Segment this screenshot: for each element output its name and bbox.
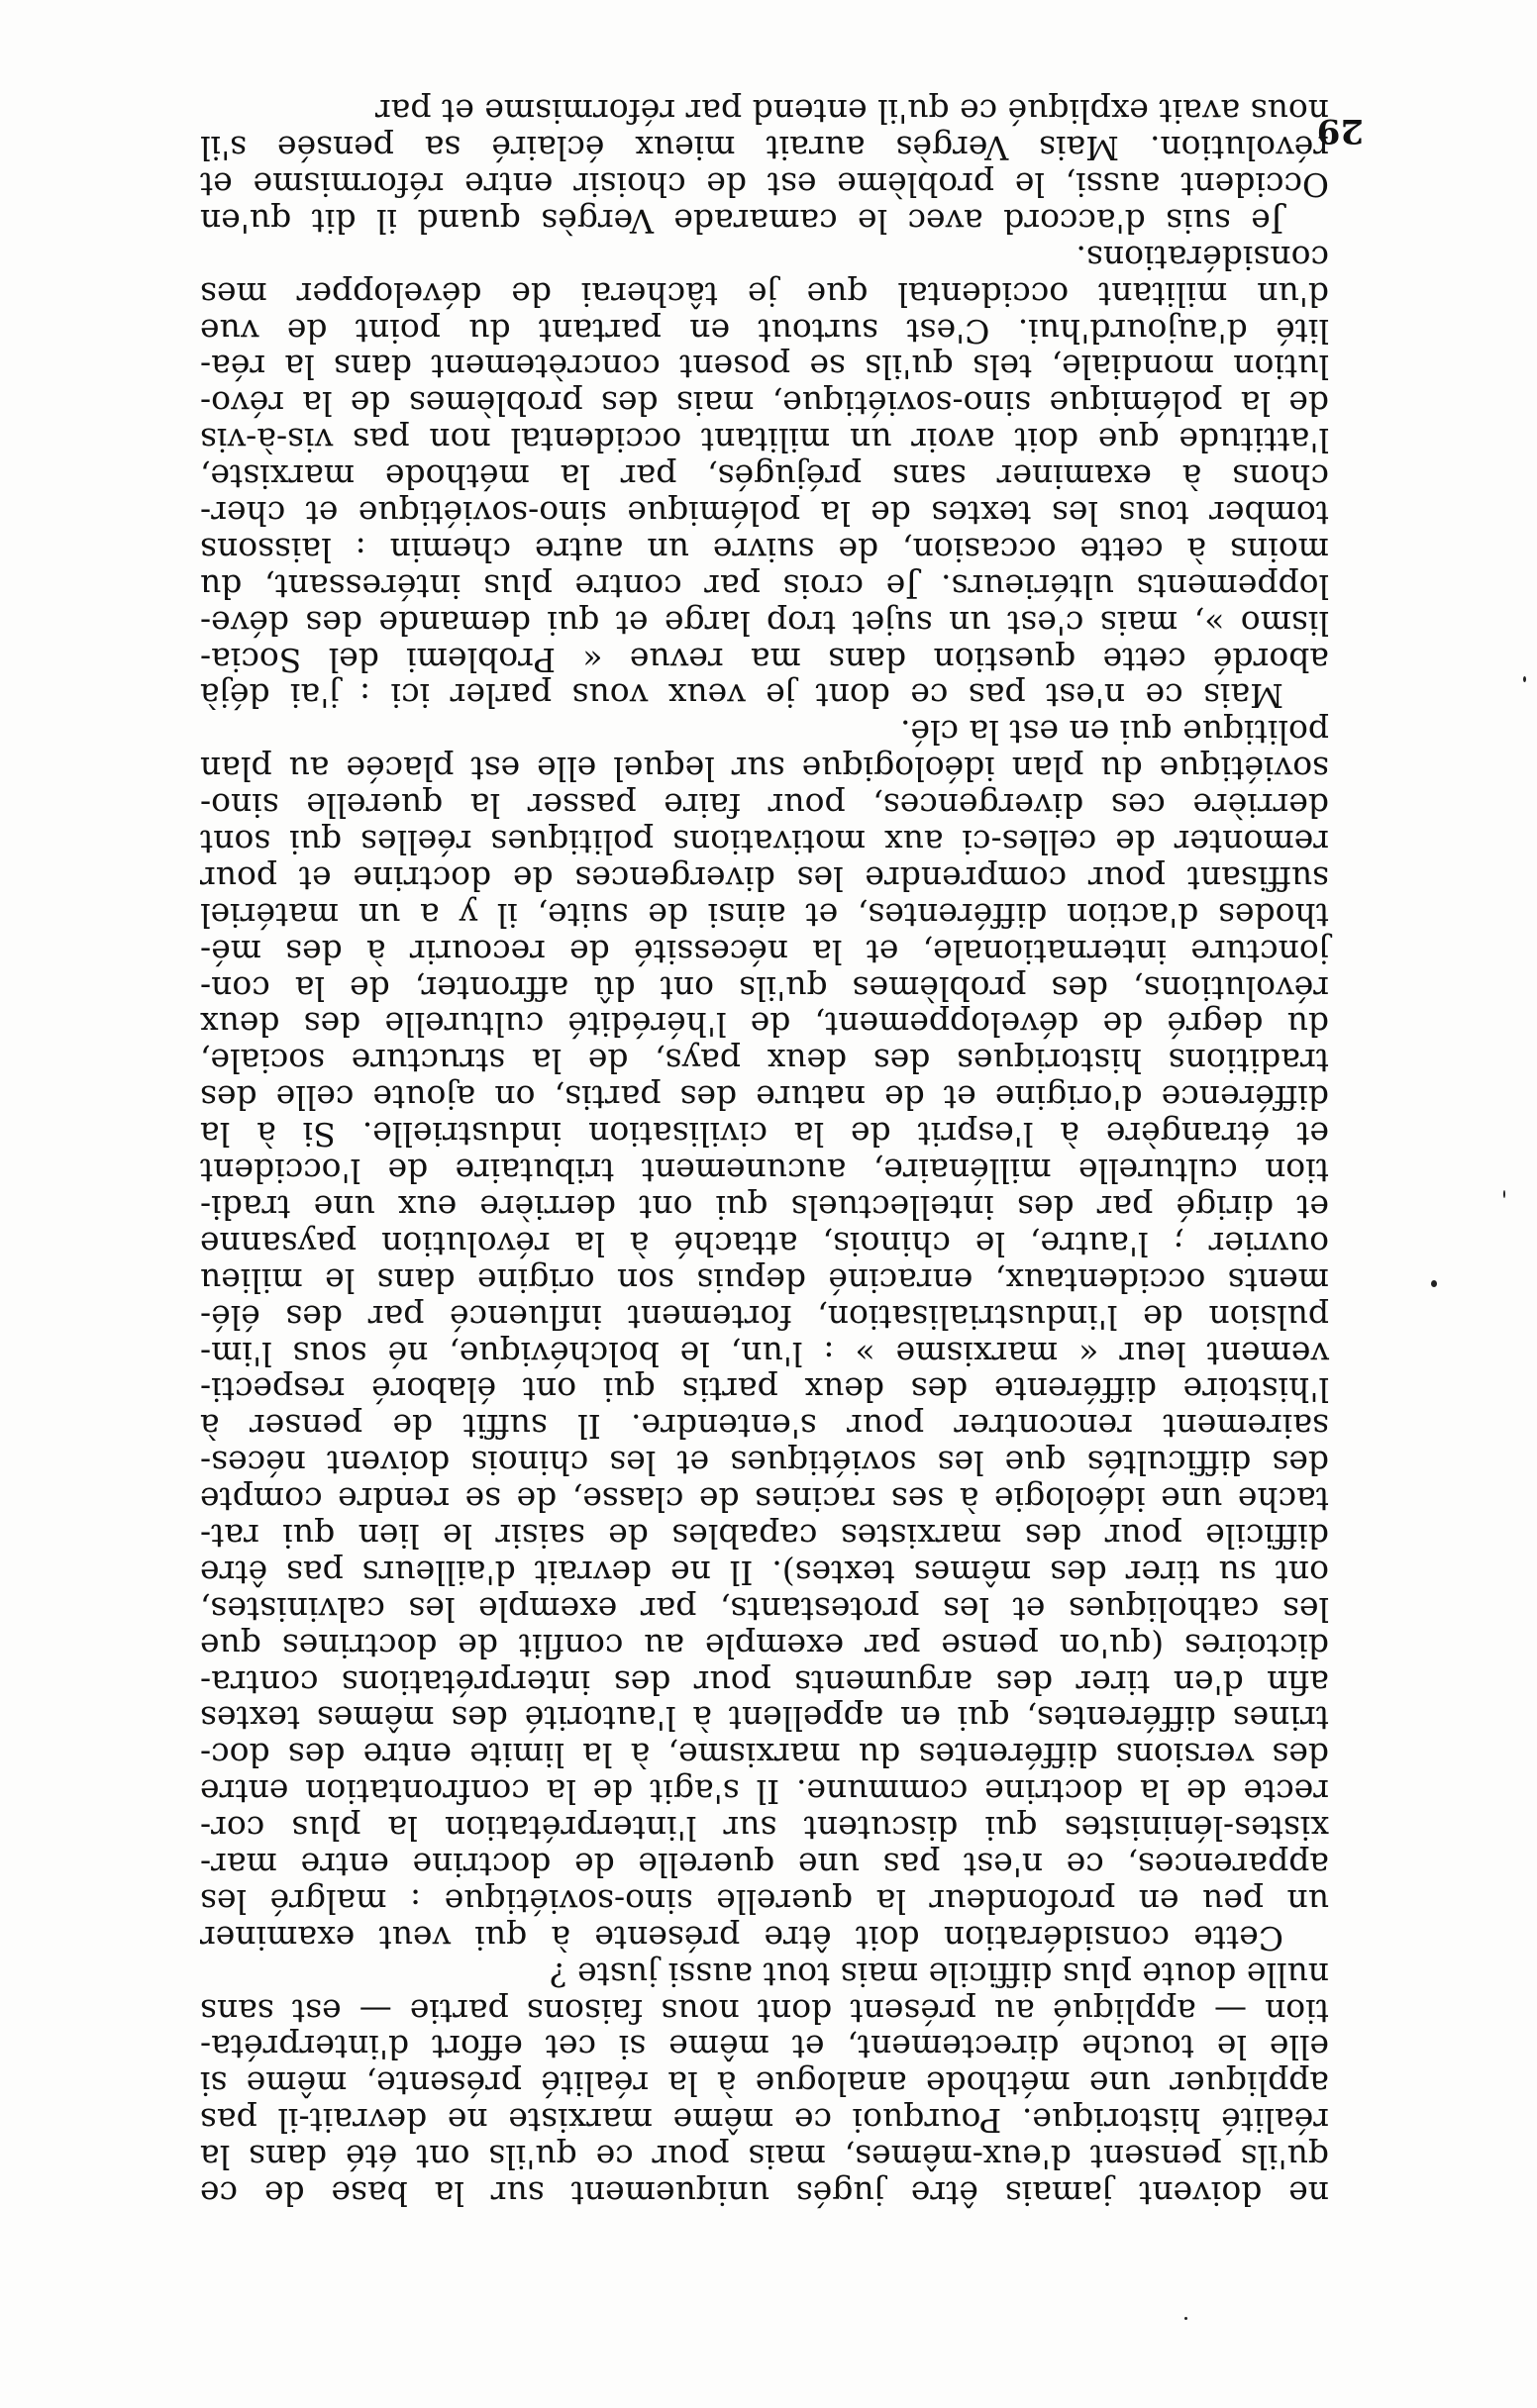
ink-speck	[1184, 2317, 1187, 2320]
text-line: qu'ils pensent d'eux-mêmes, mais pour ce qu'ils ont été dans la	[200, 2138, 1329, 2177]
text-line: thodes d'action différentes, et ainsi de suite, il y a un matériel	[200, 895, 1329, 935]
text-line: des difficultés que les soviétiques et les chinois doivent néces-	[200, 1444, 1329, 1483]
text-line: ouvrier ; l'autre, le chinois, attaché à la révolution paysanne	[200, 1224, 1329, 1263]
text-line: abordé cette question dans ma revue « Problemi del Socia-	[200, 640, 1329, 679]
text-line: tomber tous les textes de la polémique sino-soviétique et cher-	[200, 494, 1329, 534]
text-line: les catholiques et les protestants, par exemple les calvinistes,	[200, 1589, 1329, 1629]
text-line: nulle doute plus difficile mais tout aussi juste ?	[549, 1955, 1329, 1994]
text-line: révolutions, des problèmes qu'ils ont dû affronter, de la con-	[200, 968, 1329, 1008]
text-line: recte de la doctrine commune. Il s'agit de la confrontation entre	[200, 1772, 1329, 1812]
paragraph	[200, 1956, 1329, 2211]
text-line: et étrangère à l'esprit de la civilisation industrielle. Si à la	[200, 1115, 1329, 1154]
text-line: elle le touche directement, et même si cet effort d'interpréta-	[200, 2028, 1329, 2067]
text-line: du degré de développement, de l'hérédité culturelle des deux	[200, 1005, 1329, 1045]
text-line: lismo », mais c'est un sujet trop large et qui demande des déve-	[200, 603, 1329, 643]
text-line: moins à cette occasion, de suivre un autre chemin : laissons	[200, 530, 1329, 569]
text-line: traditions historiques des deux pays, de la structure sociale,	[200, 1042, 1329, 1081]
text-line: de la polémique sino-soviétique, mais des problèmes de la révo-	[200, 384, 1329, 424]
text-line: Mais ce n'est pas ce dont je veux vous parler ici : j'ai déjà	[200, 676, 1283, 716]
text-line: réalité historique. Pourquoi ce même marxiste ne devrait-il pas	[200, 2101, 1329, 2141]
text-line: Cette considération doit être présente à qui veut examiner	[200, 1918, 1283, 1957]
text-line: révolution. Mais Vergès aurait mieux éclairé sa pensée s'il	[200, 129, 1329, 168]
text-line: des versions différentes du marxisme, à la limite entre des doc-	[200, 1736, 1329, 1775]
text-line: xistes-léninistes qui discutent sur l'interprétation la plus cor-	[200, 1809, 1329, 1849]
text-line: loppements ultérieurs. Je crois par contre plus intéressant, du	[200, 566, 1329, 606]
text-line: nous avait expliqué ce qu'il entend par réformisme et par	[374, 92, 1329, 132]
text-line: considérations.	[1076, 238, 1329, 277]
text-line: lité d'aujourd'hui. C'est surtout en partant du point de vue	[200, 311, 1329, 351]
text-line: ne doivent jamais être jugés uniquement sur la base de ce	[200, 2174, 1329, 2213]
text-line: d'un militant occidental que je tâcherai de développer mes	[200, 274, 1329, 314]
page-number: 29	[1316, 111, 1364, 150]
text-line: et dirigé par des intellectuels qui ont derrière eux une tradi-	[200, 1187, 1329, 1227]
text-line: apparences, ce n'est pas une querelle de doctrine entre mar-	[200, 1845, 1329, 1884]
text-line: appliquer une méthode analogue à la réalité présente, même si	[200, 2064, 1329, 2104]
text-line: pulsion de l'industrialisation, fortement influencé par des élé-	[200, 1297, 1329, 1337]
ink-speck	[1523, 676, 1526, 682]
text-line: politique qui en est la clé.	[900, 713, 1329, 752]
text-line: différence d'origine et de nature des partis, on ajoute celle des	[200, 1078, 1329, 1118]
text-line: suffisant pour comprendre les divergences de doctrine et pour	[200, 858, 1329, 898]
text-line: dictoires (qu'on pense par exemple au conflit de doctrines que	[200, 1626, 1329, 1665]
text-line: soviétique du plan idéologique sur lequel elle est placée au plan	[200, 750, 1329, 789]
text-line: un peu en profondeur la querelle sino-soviétique : malgré les	[200, 1881, 1329, 1921]
text-line: tion culturelle millénaire, aucunement tributaire de l'occident	[200, 1152, 1329, 1191]
text-line: afin d'en tirer des arguments pour des interprétations contra-	[200, 1662, 1329, 1702]
text-line: ments occidentaux, enraciné depuis son origine dans le milieu	[200, 1260, 1329, 1300]
text-line: trines différentes, qui en appellent à l'autorité des mêmes textes	[200, 1699, 1329, 1739]
text-line: joncture internationale, et la nécessité de recourir à des mé-	[200, 932, 1329, 971]
text-line: chons à examiner sans préjugés, par la méthode marxiste,	[200, 457, 1329, 497]
paragraph	[200, 239, 1329, 714]
text-line: l'histoire différente des deux partis qui ont élaboré respecti-	[200, 1370, 1329, 1410]
text-line: Je suis d'accord avec le camarade Vergès quand il dit qu'en	[200, 201, 1283, 241]
text-line: l'attitude que doit avoir un militant occidental non pas vis-à-vis	[200, 421, 1329, 460]
text-line: ont su tirer des mêmes textes). Il ne devrait d'ailleurs pas être	[200, 1553, 1329, 1592]
text-line: remonter de celles-ci aux motivations politiques réelles qui sont	[200, 823, 1329, 862]
text-line: tion — appliqué au présent dont nous faisons partie — est sans	[200, 1991, 1329, 2031]
ink-speck	[1431, 1280, 1437, 1287]
text-line: lution mondiale, tels qu'ils se posent concrètement dans la réa-	[200, 348, 1329, 387]
text-line: vement leur « marxisme » : l'un, le bolchévique, né sous l'im-	[200, 1334, 1329, 1373]
body-text	[200, 92, 1329, 2211]
text-line: sairement rencontrer pour s'entendre. Il suffit de penser à	[200, 1407, 1329, 1447]
ink-speck	[1503, 1190, 1505, 1198]
text-line: Occident aussi, le problème est de choisir entre réformisme et	[200, 165, 1329, 205]
text-line: difficile pour des marxistes capables de saisir le lien qui rat-	[200, 1516, 1329, 1555]
text-line: tache une idéologie à ses racines de classe, de se rendre compte	[200, 1480, 1329, 1520]
paragraph	[200, 713, 1329, 1955]
paragraph	[200, 92, 1329, 239]
text-line: derrière ces divergences, pour faire passer la querelle sino-	[200, 786, 1329, 826]
